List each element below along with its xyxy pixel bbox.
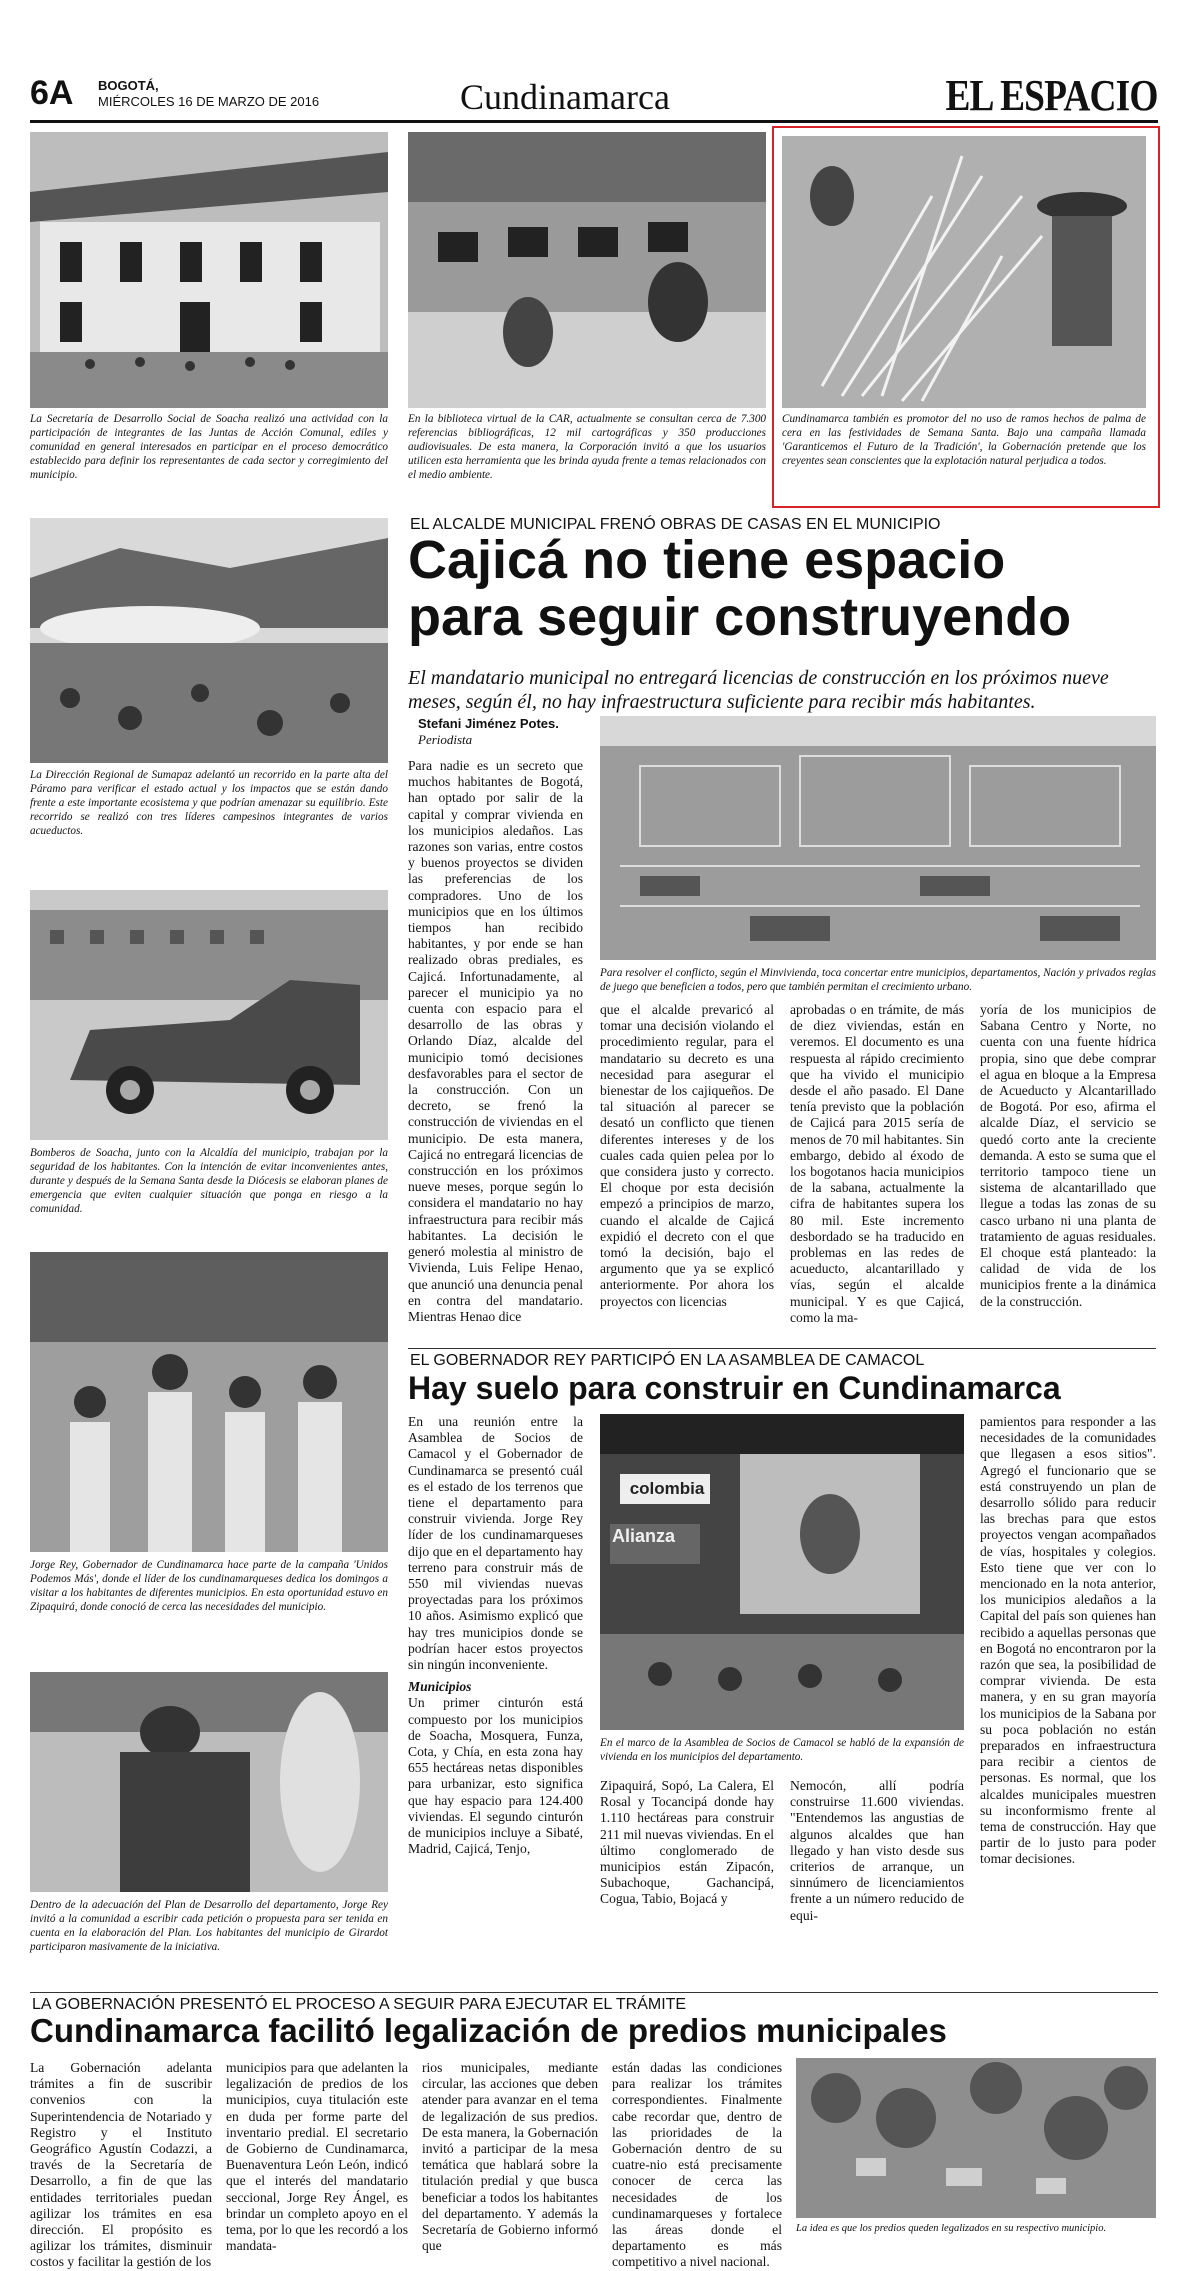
article2-col1 bbox=[408, 1414, 583, 1857]
caption-jorge-rey: Jorge Rey, Gobernador de Cundinamarca hace parte de la campaña 'Unidos Podemos Más', donde el líder de los cundinamarqueses dedica los domingos a visitar a los habitantes de diferentes municipios. En esta oportunidad estuvo en Zipaquirá, donde conoció de cerca las necesidades del municipio. bbox=[30, 1559, 388, 1613]
date: MIÉRCOLES 16 DE MARZO DE 2016 bbox=[98, 94, 320, 109]
caption-soacha: La Secretaría de Desarrollo Social de Soacha realizó una actividad con la participación de integrantes de las Juntas de Acción Comunal, ediles y comunidad en general interesados en participar en el proceso democrático establecido para definir los representantes de cada sector y corregimiento del municipio. bbox=[30, 413, 388, 481]
masthead bbox=[30, 70, 1158, 122]
caption-palma: Cundinamarca también es promotor del no uso de ramos hechos de palma de cera en las festividades de Semana Santa. Bajo una campaña llamada 'Garanticemos el Futuro de la Tradición', la Gobernación pretende que los creyentes sean conscientes que la explotación natural perjudica a todos. bbox=[782, 413, 1146, 467]
article1-headline-line1: Cajicá no tiene espacio bbox=[408, 530, 1006, 590]
brand-logo: EL ESPACIO bbox=[945, 71, 1158, 120]
photo-sumapaz bbox=[30, 518, 388, 763]
caption-predios: La idea es que los predios queden legalizados en su respectivo municipio. bbox=[796, 2223, 1107, 2234]
article1-kicker: EL ALCALDE MUNICIPAL FRENÓ OBRAS DE CASAS EN EL MUNICIPIO bbox=[410, 516, 941, 533]
article1-headline bbox=[408, 532, 1153, 645]
article2-subhead: Municipios bbox=[408, 1679, 472, 1695]
divider-bottom bbox=[30, 1992, 1158, 1993]
newspaper-page bbox=[30, 70, 1158, 2270]
article1-headline-line2: para seguir construyendo bbox=[408, 586, 1072, 647]
caption-girardot: Dentro de la adecuación del Plan de Desarrollo del departamento, Jorge Rey invitó a la comunidad a escribir cada petición o propuesta para ser tenida en cuenta en la elaboración del Plan. Los habitantes del municipio de Girardot participaron masivamente de la iniciativa. bbox=[30, 1899, 388, 1953]
article1-col3: aprobadas o en trámite, de más de diez viviendas, están en veremos. El documento es una respuesta al rápido crecimiento que ha vivido el municipio desde el año pasado. El Dane tenía previsto que la población de Cajicá para 2015 sería de menos de 70 mil habitantes. Sin embargo, debido al éxodo de los bogotanos hacia municipios de la sabana, actualmente la cifra de habitantes supera los 80 mil. Este incremento desbordado se ha traducido en problemas en las redes de acueducto, alcantarillado y vías, según el alcalde municipal. Y es que Cajicá, como la ma- bbox=[790, 1002, 964, 1325]
caption-sumapaz: La Dirección Regional de Sumapaz adelantó un recorrido en la parte alta del Páramo para verificar el estado actual y los impactos que se están dando frente a este importante ecosistema y que podrían amenazar su equilibrio. Este recorrido se realizó con tres líderes campesinos integrantes de varios acueductos. bbox=[30, 769, 388, 837]
article3-headline: Cundinamarca facilitó legalización de predios municipales bbox=[30, 2012, 947, 2049]
photo-bomberos bbox=[30, 890, 388, 1140]
caption-bomberos: Bomberos de Soacha, junto con la Alcaldía del municipio, trabajan por la seguridad de los habitantes. Con la intención de evitar inconvenientes antes, durante y después de la Semana Santa desde la Diócesis se elaboran planes de emergencia que eviten cualquier situación que ponga en riesgo a la comunidad. bbox=[30, 1147, 388, 1215]
photo-car-library bbox=[408, 132, 766, 408]
article2-col3: Nemocón, allí podría construirse 11.600 viviendas. "Entendemos las angustias de algunos alcaldes que han llegado y han visto desde sus criterios de arranque, un sinnúmero de licenciamientos frente a un número reducido de equi- bbox=[790, 1778, 964, 1923]
article3-col3: rios municipales, mediante circular, las acciones que deben atender para avanzar en el tema de legalización de sus predios. De esta manera, la Gobernación invitó a participar de la mesa temática que hablará sobre la titulación predial y que busca beneficiar a todos los habitantes del departamento. Y además la Secretaría de Gobierno informó que bbox=[422, 2060, 598, 2254]
article1-col2: que el alcalde prevaricó al tomar una decisión violando el procedimiento regular, para el mandatario su decreto es una necesidad para asegurar el bienestar de los cajiqueños. De tal situación al parecer se desató un conflicto que tienen diferentes intereses y de los cuales cada quien pelea por lo que considera justo y correcto. El choque por esta decisión empezó a principios de marzo, cuando el alcalde de Cajicá expidió el decreto con el que tomó la decisión, bajo el argumento que ya se explicó anteriormente. Por ahora los proyectos con licencias bbox=[600, 1002, 774, 1309]
page-number: 6A bbox=[30, 74, 74, 112]
article1-col1: Para nadie es un secreto que muchos habitantes de Bogotá, han optado por salir de la capital y comprar vivienda en los municipios aledaños. Las razones son varias, entre costos y buenos proyectos se dividen las preferencias de los compradores. Uno de los municipios que en los últimos tiempos han recibido habitantes, y por ende se han realizado obras prediales, es Cajicá. Infortunadamente, al parecer el municipio ya no cuenta con espacio para el desarrollo de las obras y Orlando Díaz, alcalde del municipio tomó decisiones desfavorables para el sector de la construcción. Con un decreto, se frenó la construcción de viviendas en el municipio. De esta manera, Cajicá no entregará licencias de construcción en los próximos nueve meses, porque según lo considera el mandatario no hay infraestructura para recibir más habitantes. La decisión le generó molestia al ministro de Vivienda, Luis Felipe Henao, que anunció una denuncia penal en contra del mandatario. Mientras Henao dice bbox=[408, 758, 583, 1324]
photo-text-colombia: colombia bbox=[629, 1479, 705, 1498]
article3-col2: municipios para que adelanten la legalización de predios de los municipios, cuya titulación este en duda per forme parte del inventario predial. El secretario de Gobierno de Cundinamarca, Buenaventura León León, indicó que el interés del mandatario seccional, Jorge Rey Ángel, es brindar un completo apoyo en el tema, por lo que les recordó a los mandata- bbox=[226, 2060, 408, 2254]
article1-byline bbox=[418, 716, 588, 748]
photo-text-alianza: Alianza bbox=[612, 1526, 676, 1546]
article2-col4: pamientos para responder a las necesidades de la comunidades que llegasen a esos sitios". Agregó el funcionario que se está construyendo un plan de desarrollo sólido para reducir las brechas para que estos proyectos vengan acompañados de vías, hospitales y colegios. Esto tiene que ver con lo mencionado en la nota anterior, los municipios aledaños a la Capital del país son quienes han recibido a aquellas personas que en Bogotá no encontraron por la razón que sea, la posibilidad de comprar vivienda. De esta manera, y en su gran mayoría los municipios de la Sabana por su poca población no están preparados en infraestructura para recibir a cientos de personas. Es normal, que los alcaldes municipales muestren su inconformismo frente al tema de construcción. Hay que partir de lo justo para poder tomar decisiones. bbox=[980, 1414, 1156, 1867]
caption-car: En la biblioteca virtual de la CAR, actualmente se consultan cerca de 7.300 referencias bibliográficas, 12 mil cartográficas y 350 producciones audiovisuales. De esta manera, la Corporación invitó a que los usuarios utilicen esta herramienta que les brinda ayuda frente a temas relacionados con el medio ambiente. bbox=[408, 413, 766, 481]
article2-col1-text: En una reunión entre la Asamblea de Socios de Camacol y el Gobernador de Cundinamarca se presentó cuál es el estado de los terrenos que tiene el departamento para construir vivienda. Jorge Rey líder de los cundinamarqueses dijo que en el departamento hay terreno para construir más de 550 mil viviendas nuevas proyectadas para los próximos 10 años. Asimismo explicó que hay tres municipios donde se podrían hacer estos proyectos sin ningún inconveniente. bbox=[408, 1414, 583, 1673]
author-name: Stefani Jiménez Potes. bbox=[418, 716, 559, 731]
article1-deck: El mandatario municipal no entregará licencias de construcción en los próximos nueve meses, según él, no hay infraestructura suficiente para recibir más habitantes. bbox=[408, 667, 1109, 713]
divider bbox=[408, 1348, 1156, 1349]
article2-col1b-text: Un primer cinturón está compuesto por los municipios de Soacha, Mosquera, Funza, Cota, y Chía, en esta zona hay 655 hectáreas netas disponibles para urbanizar, esto significa que hay espacio para 124.400 viviendas. El segundo cinturón de municipios incluye a Sibaté, Madrid, Cajicá, Tenjo, bbox=[408, 1695, 583, 1857]
photo-girardot bbox=[30, 1672, 388, 1892]
article3-kicker: LA GOBERNACIÓN PRESENTÓ EL PROCESO A SEGUIR PARA EJECUTAR EL TRÁMITE bbox=[32, 1996, 687, 2013]
photo-soacha-building bbox=[30, 132, 388, 408]
caption-cajica: Para resolver el conflicto, según el Minvivienda, toca concertar entre municipios, departamentos, Nación y privados reglas de juego que beneficien a todos, pero que también permitan el crecimiento urbano. bbox=[600, 967, 1156, 993]
section-title: Cundinamarca bbox=[460, 77, 670, 117]
photo-camacol bbox=[600, 1414, 964, 1730]
photo-predios bbox=[796, 2058, 1156, 2218]
article3-col1: La Gobernación adelanta trámites a fin de suscribir convenios con la Superintendencia de Notariado y Registro y el Instituto Geográfico Agustín Codazzi, a través de la Secretaría de Desarrollo, a fin de que las entidades territoriales puedan agilizar los trámites en esa dirección. El propósito es agilizar los trámites, disminuir costos y facilitar la gestión de los bbox=[30, 2060, 212, 2270]
caption-camacol: En el marco de la Asamblea de Socios de Camacol se habló de la expansión de vivienda en los municipios del departamento. bbox=[600, 1737, 964, 1763]
city: BOGOTÁ, bbox=[98, 78, 159, 93]
masthead-rule bbox=[30, 120, 1158, 123]
photo-jorge-rey-zipaquira bbox=[30, 1252, 388, 1552]
author-role: Periodista bbox=[418, 732, 473, 747]
article1-col4: yoría de los municipios de Sabana Centro y Norte, no cuenta con una fuente hídrica propia, sino que debe comprar el agua en bloque a la Empresa de Acueducto y Alcantarillado de Bogotá. Por eso, afirma el alcalde Díaz, el servicio se quedó corto ante la creciente demanda. A esto se suma que el territorio tampoco tiene un sistema de alcantarillado que llegue a todas las zonas de su casco urbano ni una planta de tratamiento de aguas residuales. El choque está planteado: la calidad de vida de los municipios frente a la dinámica de la construcción. bbox=[980, 1002, 1156, 1309]
photo-cajica-construction bbox=[600, 716, 1156, 960]
article2-headline: Hay suelo para construir en Cundinamarca bbox=[408, 1370, 1061, 1406]
article2-col2: Zipaquirá, Sopó, La Calera, El Rosal y Tocancipá donde hay 1.110 hectáreas para construir 211 mil nuevas viviendas. En el último conglomerado de municipios están Zipacón, Subachoque, Gachancipá, Cogua, Tabio, Bojacá y bbox=[600, 1778, 774, 1907]
article2-kicker: EL GOBERNADOR REY PARTICIPÓ EN LA ASAMBLEA DE CAMACOL bbox=[410, 1352, 925, 1369]
photo-palma bbox=[782, 136, 1146, 408]
article3-col4: están dadas las condiciones para realizar los trámites correspondientes. Finalmente cabe recordar que, dentro de las prioridades de la Gobernación dentro de su cuatre-nio está precisamente conocer de cerca las necesidades de los cundinamarqueses y fortalece las áreas donde el departamento es más competitivo a nivel nacional. bbox=[612, 2060, 782, 2270]
